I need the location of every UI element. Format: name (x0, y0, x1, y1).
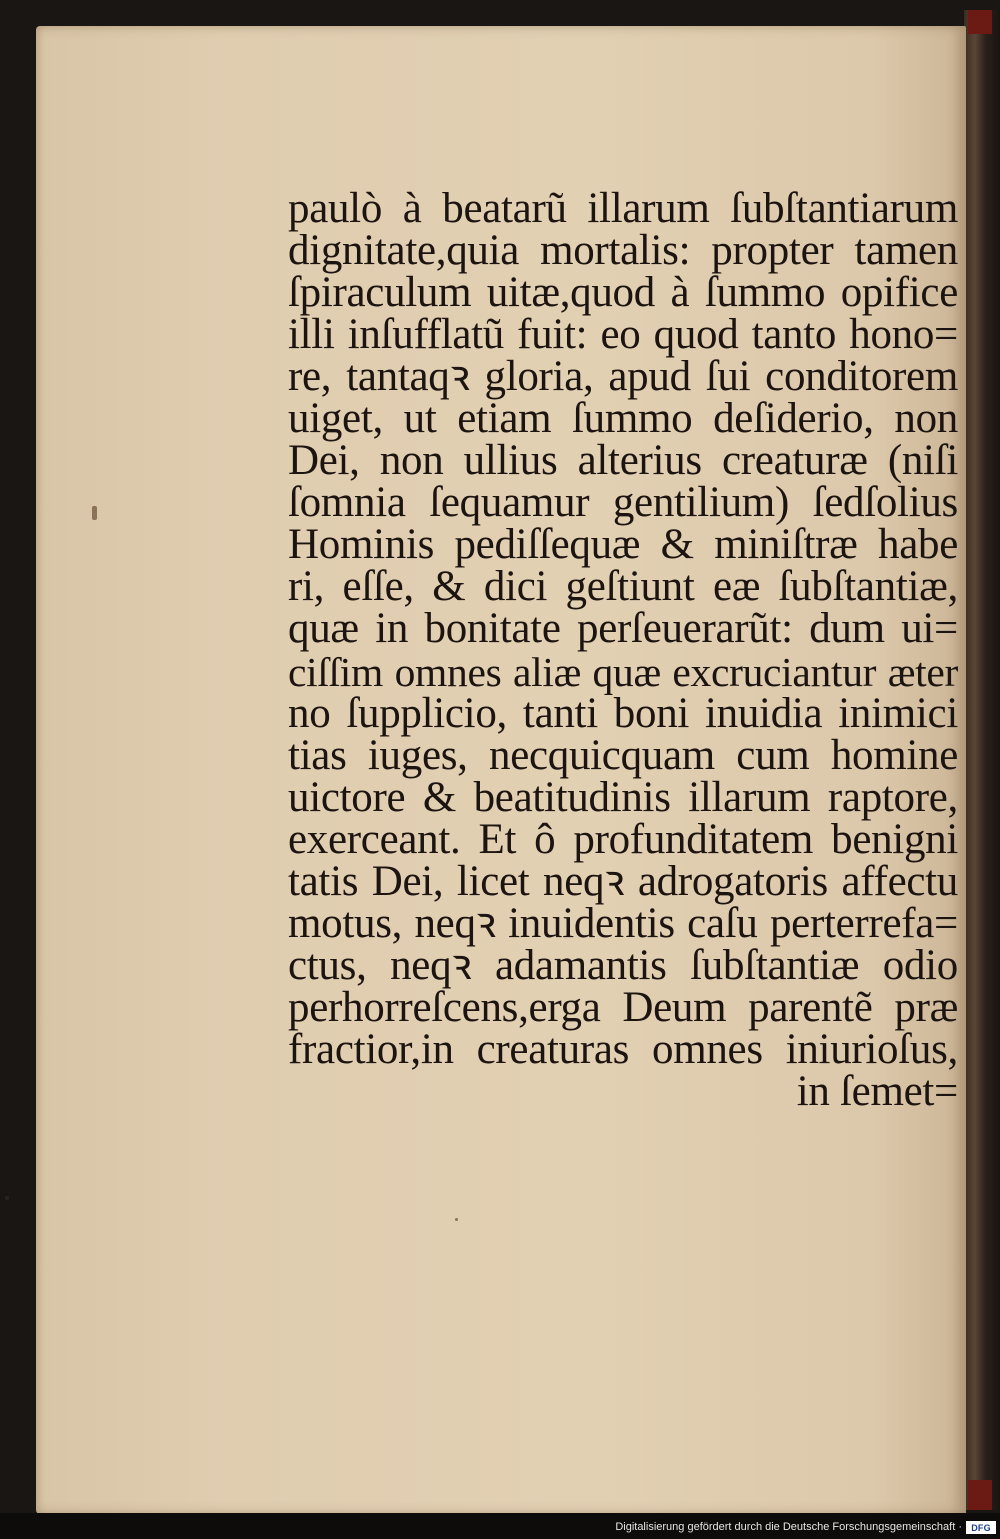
page-text (288, 185, 958, 1115)
text-line: perhorreſcens,erga Deum parentẽ præ (288, 983, 958, 1031)
red-edge-strip (968, 10, 992, 34)
text-line: ri, eſſe, & dici geſtiunt eæ ſubſtantiæ, (288, 563, 958, 611)
paper-speck (5, 1196, 9, 1200)
text-line: tatis Dei, licet neqꝛ adrogatoris affectu (288, 857, 958, 905)
dfg-logo (966, 1521, 996, 1534)
text-line: dignitate,quia mortalis: propter tamen (288, 227, 958, 275)
paper-speck (455, 1218, 458, 1221)
text-line: exerceant. Et ô profunditatem benigni (288, 815, 958, 863)
text-line: Hominis pediſſequæ & miniſtræ habe (288, 521, 958, 569)
text-line: uictore & beatitudinis illarum raptore, (288, 773, 958, 821)
text-line: ſomnia ſequamur gentilium) ſedſolius (288, 479, 958, 527)
text-line: ciſſim omnes aliæ quæ excruciantur æter (288, 648, 958, 695)
funding-credit: Digitalisierung gefördert durch die Deutsche Forschungsgemeinschaft · (615, 1521, 962, 1533)
dfg-logo-text: DFG (971, 1522, 991, 1533)
text-line: motus, neqꝛ inuidentis caſu perterrefa= (288, 899, 958, 947)
book-fore-edge (964, 10, 1000, 1510)
text-line: no ſupplicio, tanti boni inuidia inimici (288, 689, 958, 737)
text-line: re, tantaqꝛ gloria, apud ſui conditorem (288, 353, 958, 401)
text-line: paulò à beatarũ illarum ſubſtantiarum (288, 185, 958, 232)
text-line: ctus, neqꝛ adamantis ſubſtantiæ odio (288, 941, 958, 989)
text-line: quæ in bonitate perſeuerarũt: dum ui= (288, 605, 958, 653)
text-line: ſpiraculum uitæ,quod à ſummo opifice (288, 269, 958, 317)
footer-bar (0, 1513, 1000, 1539)
text-line: Dei, non ullius alterius creaturæ (niſi (288, 437, 958, 485)
text-line: uiget, ut etiam ſummo deſiderio, non (288, 395, 958, 443)
red-edge-strip (968, 1480, 992, 1510)
catchword-line: in ſemet= (796, 1067, 958, 1115)
paper-speck (92, 506, 97, 520)
text-line: fractior,in creaturas omnes iniurioſus, (288, 1025, 958, 1073)
text-line: tias iuges, necquicquam cum homine (288, 731, 958, 779)
text-line: illi inſufflatũ fuit: eo quod tanto hono= (288, 311, 958, 359)
